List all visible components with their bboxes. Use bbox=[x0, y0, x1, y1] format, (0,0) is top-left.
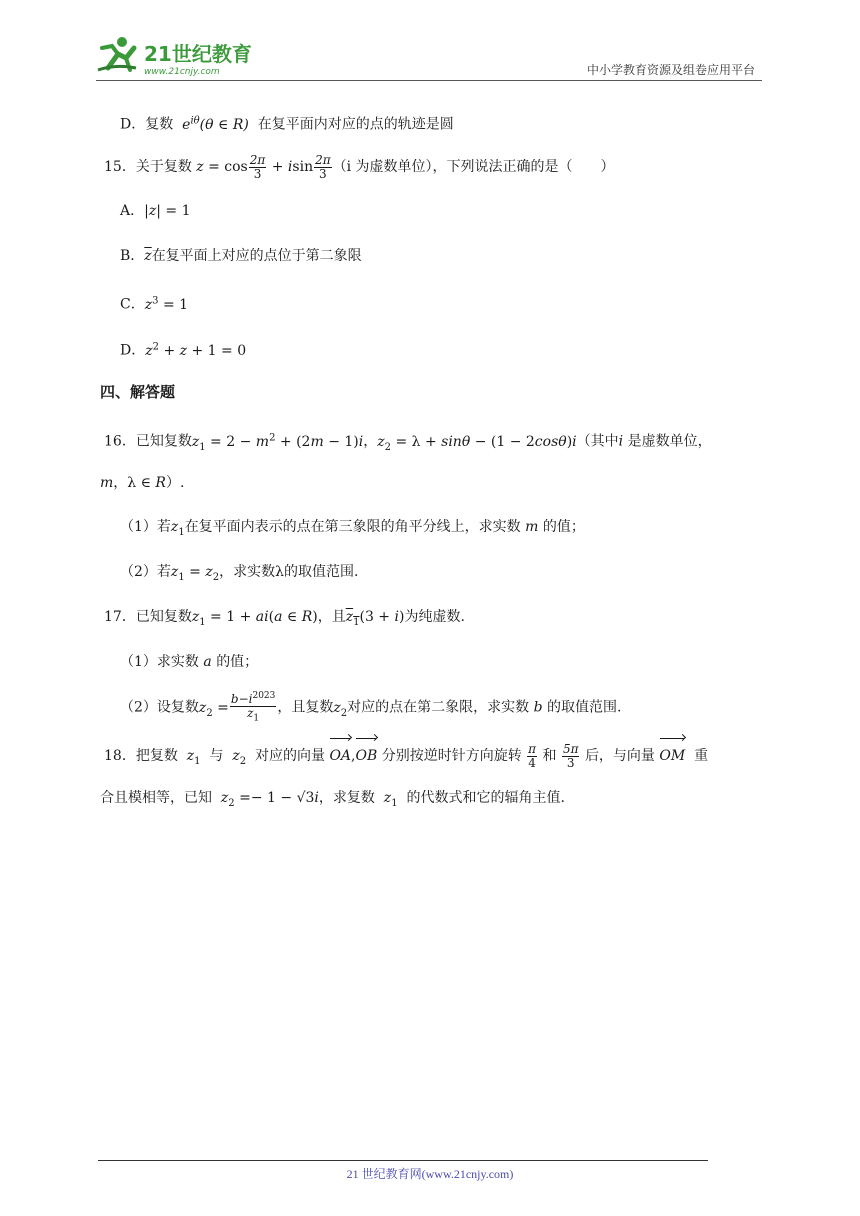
section-title: 四、解答题 bbox=[100, 383, 176, 401]
q16-stem: 16．已知复数$z_1 = 2 - m^2 + (2m - 1)i$，$z_2 = \lambda + \sin\theta - (1 - 2\cos\theta)i$（其中i 是虚数单位， bbox=[104, 432, 712, 453]
footer-divider bbox=[98, 1160, 708, 1161]
footer-text: 21 世纪教育网(www.21cnjy.com) bbox=[346, 1167, 514, 1181]
q16-stem-line2: m，λ ∈ R）. bbox=[100, 475, 185, 491]
q14-option-d: D．复数 $e^{i\theta}(\theta$ ∈ R) 在复平面内对应的点的轨迹是圆 bbox=[120, 115, 454, 133]
q17-part2: （2）设复数$z_2$ = $\frac{b-i^{2023}}{z_1}$ ，且复数$z_2$对应的点在第二象限，求实数 b 的取值范围. bbox=[120, 691, 622, 724]
q15-stem: 15．关于复数 z = cos $\frac{2\pi}{3}$ + isin $\frac{2\pi}{3}$ （i 为虚数单位），下列说法正确的是（ ） bbox=[104, 152, 615, 181]
q18-stem: 18．把复数 $z_1$ 与 $z_2$ 对应的向量 OA,OB 分别按逆时针方向旋转 $\frac{\pi}{4}$ 和 $\frac{5\pi}{3}$ 后，与向量 OM 重 bbox=[104, 736, 708, 778]
header-platform-text: 中小学教育资源及组卷应用平台 bbox=[586, 63, 755, 77]
q16-part1: （1）若$z_1$在复平面内表示的点在第三象限的角平分线上，求实数 m 的值； bbox=[120, 519, 585, 538]
logo-text: 21世纪教育 bbox=[144, 42, 252, 66]
q15-option-a: A．|z| = 1 bbox=[120, 203, 191, 219]
q16-part2: （2）若$z_1 = z_2$，求实数λ的取值范围. bbox=[120, 564, 359, 583]
logo-url: www.21cnjy.com bbox=[144, 67, 220, 77]
q15-option-c: C．$z^3 = 1$ bbox=[120, 295, 189, 313]
q15-option-b: B．$\overline{z}$在复平面上对应的点位于第二象限 bbox=[120, 248, 362, 264]
q17-stem: 17．已知复数$z_1 = 1 + ai(a$ ∈ R)，且$z_1(3 + i)$为纯虚数. bbox=[104, 609, 465, 628]
header-divider bbox=[96, 80, 762, 81]
q18-stem-line2: 合且模相等，已知 $z_2 =- 1 - √3i$，求复数 $z_1$ 的代数式和它的辐角主值. bbox=[100, 790, 565, 809]
site-logo bbox=[96, 34, 266, 78]
q15-option-d: D．$z^2 + z + 1 = 0$ bbox=[120, 341, 247, 359]
q17-part1: （1）求实数 a 的值； bbox=[120, 654, 259, 670]
